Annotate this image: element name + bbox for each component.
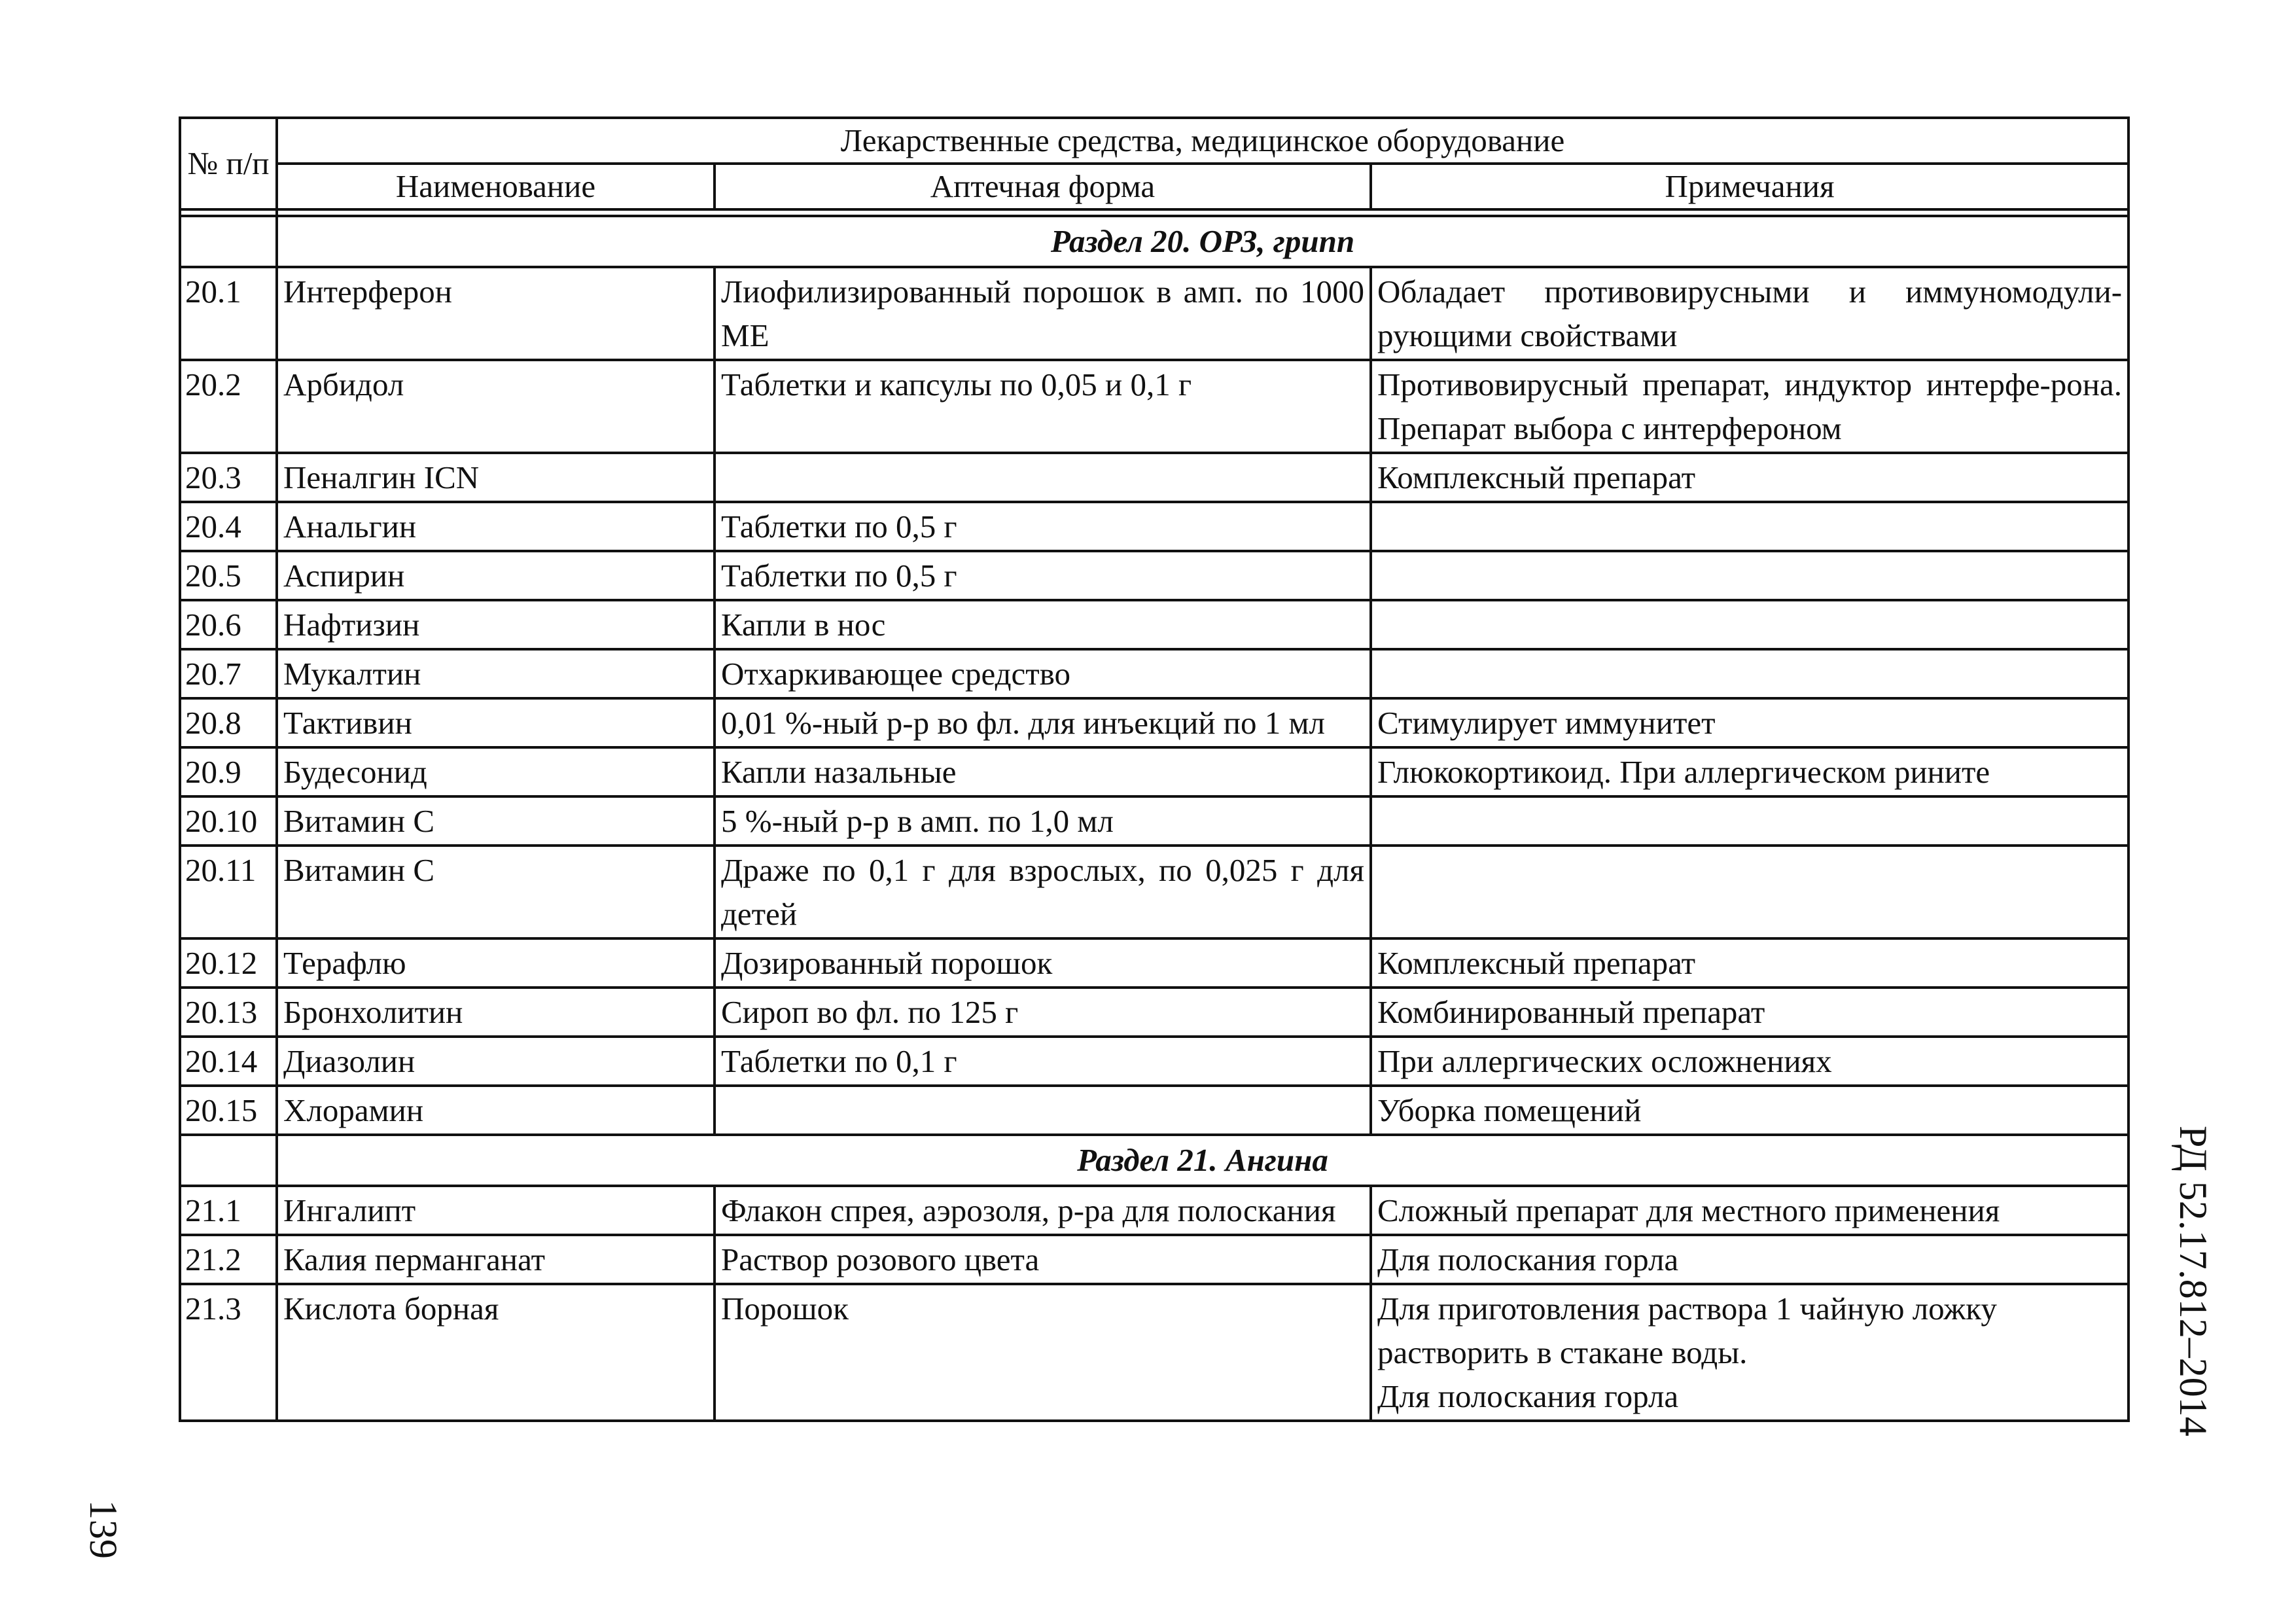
row-number: 20.10 [180,796,277,846]
separator-cell [180,209,277,216]
drug-name: Арбидол [277,360,715,453]
table-row [180,551,2128,600]
row-number: 20.11 [180,846,277,938]
drug-name: Терафлю [277,938,715,988]
row-notes: Глюкокортикоид. При аллергическом рините [1371,747,2128,796]
pharmacy-form: 5 %-ный р-р в амп. по 1,0 мл [715,796,1371,846]
row-notes: Стимулирует иммунитет [1371,698,2128,747]
row-notes [1371,796,2128,846]
drug-name: Диазолин [277,1037,715,1086]
row-notes [1371,551,2128,600]
table-body [180,209,2128,1421]
row-number: 20.3 [180,453,277,502]
row-number: 20.6 [180,600,277,649]
pharmacy-form: Таблетки по 0,1 г [715,1037,1371,1086]
table-row [180,1284,2128,1421]
table-row [180,502,2128,551]
table-row [180,747,2128,796]
row-notes: Сложный препарат для местного применения [1371,1186,2128,1235]
row-number: 21.2 [180,1235,277,1284]
row-number: 20.2 [180,360,277,453]
row-notes: Обладает противовирусными и иммуномодули-рующими свойствами [1371,267,2128,360]
drug-name: Витамин С [277,796,715,846]
table-row [180,267,2128,360]
row-notes: Комплексный препарат [1371,938,2128,988]
drug-name: Бронхолитин [277,988,715,1037]
pharmacy-form [715,1086,1371,1135]
row-number: 20.12 [180,938,277,988]
page-number: 139 [82,1500,125,1559]
pharmacy-form: Дозированный порошок [715,938,1371,988]
row-notes [1371,649,2128,698]
row-notes: Комплексный препарат [1371,453,2128,502]
drug-name: Тактивин [277,698,715,747]
pharmacy-form: Таблетки и капсулы по 0,05 и 0,1 г [715,360,1371,453]
header-group-title: Лекарственные средства, медицинское оборудование [277,118,2128,164]
table-header [180,118,2128,209]
row-notes [1371,600,2128,649]
row-notes [1371,502,2128,551]
drug-name: Ингалипт [277,1186,715,1235]
row-number: 20.14 [180,1037,277,1086]
row-number: 21.3 [180,1284,277,1421]
section-title-row [180,216,2128,267]
row-notes: Для полоскания горла [1371,1235,2128,1284]
pharmacy-form: Капли назальные [715,747,1371,796]
drug-name: Калия перманганат [277,1235,715,1284]
table-row [180,453,2128,502]
row-notes: Для приготовления раствора 1 чайную ложку растворить в стакане воды. Для полоскания горла [1371,1284,2128,1421]
row-notes: При аллергических осложнениях [1371,1037,2128,1086]
row-number: 20.4 [180,502,277,551]
row-number: 20.5 [180,551,277,600]
pharmacy-form: Таблетки по 0,5 г [715,551,1371,600]
row-notes: Противовирусный препарат, индуктор интерфе-рона. Препарат выбора с интерфероном [1371,360,2128,453]
row-notes: Комбинированный препарат [1371,988,2128,1037]
drug-name: Анальгин [277,502,715,551]
drug-name: Кислота борная [277,1284,715,1421]
drug-name: Пеналгин ICN [277,453,715,502]
section-separator [180,209,2128,216]
table-row [180,360,2128,453]
row-notes [1371,846,2128,938]
header-name: Наименование [277,164,715,209]
pharmacy-form: Раствор розового цвета [715,1235,1371,1284]
row-number: 20.7 [180,649,277,698]
table-row [180,1037,2128,1086]
table-row [180,846,2128,938]
pharmacy-form: Драже по 0,1 г для взрослых, по 0,025 г для детей [715,846,1371,938]
pharmacy-form: Сироп во фл. по 125 г [715,988,1371,1037]
pharmacy-form: Отхаркивающее средство [715,649,1371,698]
row-number: 20.13 [180,988,277,1037]
row-number: 21.1 [180,1186,277,1235]
pharmacy-form: Таблетки по 0,5 г [715,502,1371,551]
drug-name: Хлорамин [277,1086,715,1135]
table-row [180,988,2128,1037]
table-row [180,796,2128,846]
pharmacy-form: 0,01 %-ный р-р во фл. для инъекций по 1 мл [715,698,1371,747]
drug-name: Нафтизин [277,600,715,649]
header-form: Аптечная форма [715,164,1371,209]
section-title-row [180,1135,2128,1186]
table-row [180,1186,2128,1235]
header-notes: Примечания [1371,164,2128,209]
pharmacy-form: Лиофилизированный порошок в амп. по 1000 МЕ [715,267,1371,360]
row-notes: Уборка помещений [1371,1086,2128,1135]
row-number: 20.1 [180,267,277,360]
header-num: № п/п [180,118,277,209]
row-number: 20.9 [180,747,277,796]
table-row [180,1086,2128,1135]
section-num-cell [180,216,277,267]
pharmacy-form: Порошок [715,1284,1371,1421]
table-row [180,938,2128,988]
document-code: РД 52.17.812–2014 [2172,1126,2215,1436]
table-row [180,600,2128,649]
row-number: 20.8 [180,698,277,747]
section-num-cell [180,1135,277,1186]
pharmacy-form: Флакон спрея, аэрозоля, р-ра для полоскания [715,1186,1371,1235]
section-title: Раздел 20. ОРЗ, грипп [277,216,2128,267]
drug-name: Мукалтин [277,649,715,698]
drug-name: Аспирин [277,551,715,600]
drug-name: Интерферон [277,267,715,360]
table-row [180,698,2128,747]
medicines-table [179,116,2130,1422]
table-row [180,1235,2128,1284]
section-title: Раздел 21. Ангина [277,1135,2128,1186]
table-row [180,649,2128,698]
separator-cell [277,209,2128,216]
pharmacy-form [715,453,1371,502]
drug-name: Витамин С [277,846,715,938]
pharmacy-form: Капли в нос [715,600,1371,649]
drug-name: Будесонид [277,747,715,796]
row-number: 20.15 [180,1086,277,1135]
